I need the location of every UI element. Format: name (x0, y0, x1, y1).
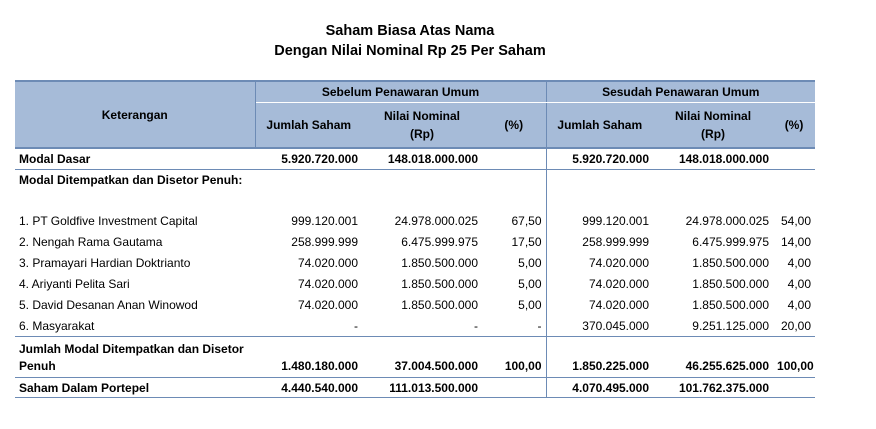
portepel-before-pct (482, 378, 546, 398)
shareholding-table (15, 80, 815, 398)
header-before-nilai-nominal (362, 103, 482, 149)
holder-before-value: 6.475.999.975 (401, 234, 478, 249)
table-row (15, 210, 815, 231)
modal-dasar-before-value: 148.018.000.000 (362, 148, 482, 170)
holder-name: 6. Masyarakat (19, 318, 95, 333)
holder-after-pct: 20,00 (781, 318, 812, 333)
modal-dasar-before-shares: 5.920.720.000 (255, 148, 362, 170)
holder-after-value: 1.850.500.000 (692, 276, 770, 291)
holder-after-pct: 54,00 (781, 213, 812, 228)
row-total (15, 337, 815, 378)
holder-before-pct: 5,00 (482, 273, 546, 294)
row-modal-dasar (15, 148, 815, 170)
table-row (15, 252, 815, 273)
total-after-shares: 1.850.225.000 (546, 337, 653, 378)
holder-before-shares: 258.999.999 (291, 234, 358, 249)
title-line-2: Dengan Nilai Nominal Rp 25 Per Saham (274, 43, 546, 59)
nilai-nominal-label: Nilai Nominal (675, 109, 752, 123)
header-before-jumlah-saham: Jumlah Saham (255, 103, 362, 149)
holder-name: 4. Ariyanti Pelita Sari (19, 276, 130, 291)
header-after-pct: (%) (773, 103, 815, 149)
header-before-group: Sebelum Penawaran Umum (255, 81, 546, 103)
holder-after-value: 6.475.999.975 (692, 234, 770, 249)
modal-dasar-after-shares: 5.920.720.000 (546, 148, 653, 170)
modal-dasar-before-pct (482, 148, 546, 170)
total-before-pct: 100,00 (482, 337, 546, 378)
total-after-value: 46.255.625.000 (653, 337, 773, 378)
holder-after-shares: 74.020.000 (588, 297, 650, 312)
holder-before-value: 1.850.500.000 (401, 255, 478, 270)
total-before-value: 37.004.500.000 (362, 337, 482, 378)
rp-label: (Rp) (410, 127, 434, 141)
portepel-before-value: 111.013.500.000 (362, 378, 482, 398)
header-after-nilai-nominal (653, 103, 773, 149)
holder-before-shares: 74.020.000 (297, 297, 358, 312)
holder-before-shares: - (354, 318, 358, 333)
portepel-after-pct (773, 378, 815, 398)
holder-before-value: - (474, 318, 478, 333)
holder-after-pct: 4,00 (787, 297, 812, 312)
table-row (15, 273, 815, 294)
title-line-1: Saham Biasa Atas Nama (325, 23, 495, 39)
holder-before-shares: 999.120.001 (291, 213, 358, 228)
holder-after-shares: 370.045.000 (582, 318, 650, 333)
table-row (15, 294, 815, 315)
header-before-pct: (%) (482, 103, 546, 149)
holder-after-shares: 74.020.000 (588, 255, 650, 270)
modal-dasar-after-pct (773, 148, 815, 170)
header-after-jumlah-saham: Jumlah Saham (546, 103, 653, 149)
holder-before-pct: 67,50 (482, 210, 546, 231)
holder-after-pct: 4,00 (787, 276, 812, 291)
rp-label: (Rp) (701, 127, 726, 141)
holder-before-pct: 5,00 (482, 294, 546, 315)
holder-before-value: 1.850.500.000 (401, 276, 478, 291)
row-portepel (15, 378, 815, 398)
holder-name: 5. David Desanan Anan Winowod (19, 297, 198, 312)
holder-name: 1. PT Goldfive Investment Capital (19, 213, 198, 228)
holder-after-shares: 999.120.001 (582, 213, 650, 228)
holder-after-pct: 14,00 (781, 234, 812, 249)
modal-dasar-label: Modal Dasar (15, 148, 255, 170)
holder-name: 2. Nengah Rama Gautama (19, 234, 163, 249)
holder-after-value: 9.251.125.000 (692, 318, 770, 333)
table-row (15, 231, 815, 252)
holder-after-value: 1.850.500.000 (692, 297, 770, 312)
holder-name: 3. Pramayari Hardian Doktrianto (19, 255, 191, 270)
holder-after-shares: 258.999.999 (582, 234, 650, 249)
portepel-after-value: 101.762.375.000 (653, 378, 773, 398)
holder-before-value: 1.850.500.000 (401, 297, 478, 312)
portepel-before-shares: 4.440.540.000 (255, 378, 362, 398)
holder-before-shares: 74.020.000 (297, 255, 358, 270)
holder-before-pct: 17,50 (482, 231, 546, 252)
portepel-label: Saham Dalam Portepel (15, 378, 255, 398)
header-after-group: Sesudah Penawaran Umum (546, 81, 815, 103)
total-after-pct: 100,00 (773, 337, 815, 378)
modal-dasar-after-value: 148.018.000.000 (653, 148, 773, 170)
holder-before-pct: - (482, 315, 546, 337)
holder-after-shares: 74.020.000 (588, 276, 650, 291)
row-section-header (15, 170, 815, 211)
total-before-shares: 1.480.180.000 (255, 337, 362, 378)
holder-before-pct: 5,00 (482, 252, 546, 273)
section-label: Modal Ditempatkan dan Disetor Penuh: (19, 173, 243, 187)
holder-after-pct: 4,00 (787, 255, 812, 270)
portepel-after-shares: 4.070.495.000 (546, 378, 653, 398)
header-keterangan: Keterangan (15, 81, 255, 148)
table-row (15, 315, 815, 337)
holder-after-value: 24.978.000.025 (685, 213, 770, 228)
total-label: Jumlah Modal Ditempatkan dan Disetor Penuh (15, 337, 255, 378)
holder-before-shares: 74.020.000 (297, 276, 358, 291)
holder-after-value: 1.850.500.000 (692, 255, 770, 270)
nilai-nominal-label: Nilai Nominal (383, 109, 460, 123)
holder-before-value: 24.978.000.025 (394, 213, 478, 228)
